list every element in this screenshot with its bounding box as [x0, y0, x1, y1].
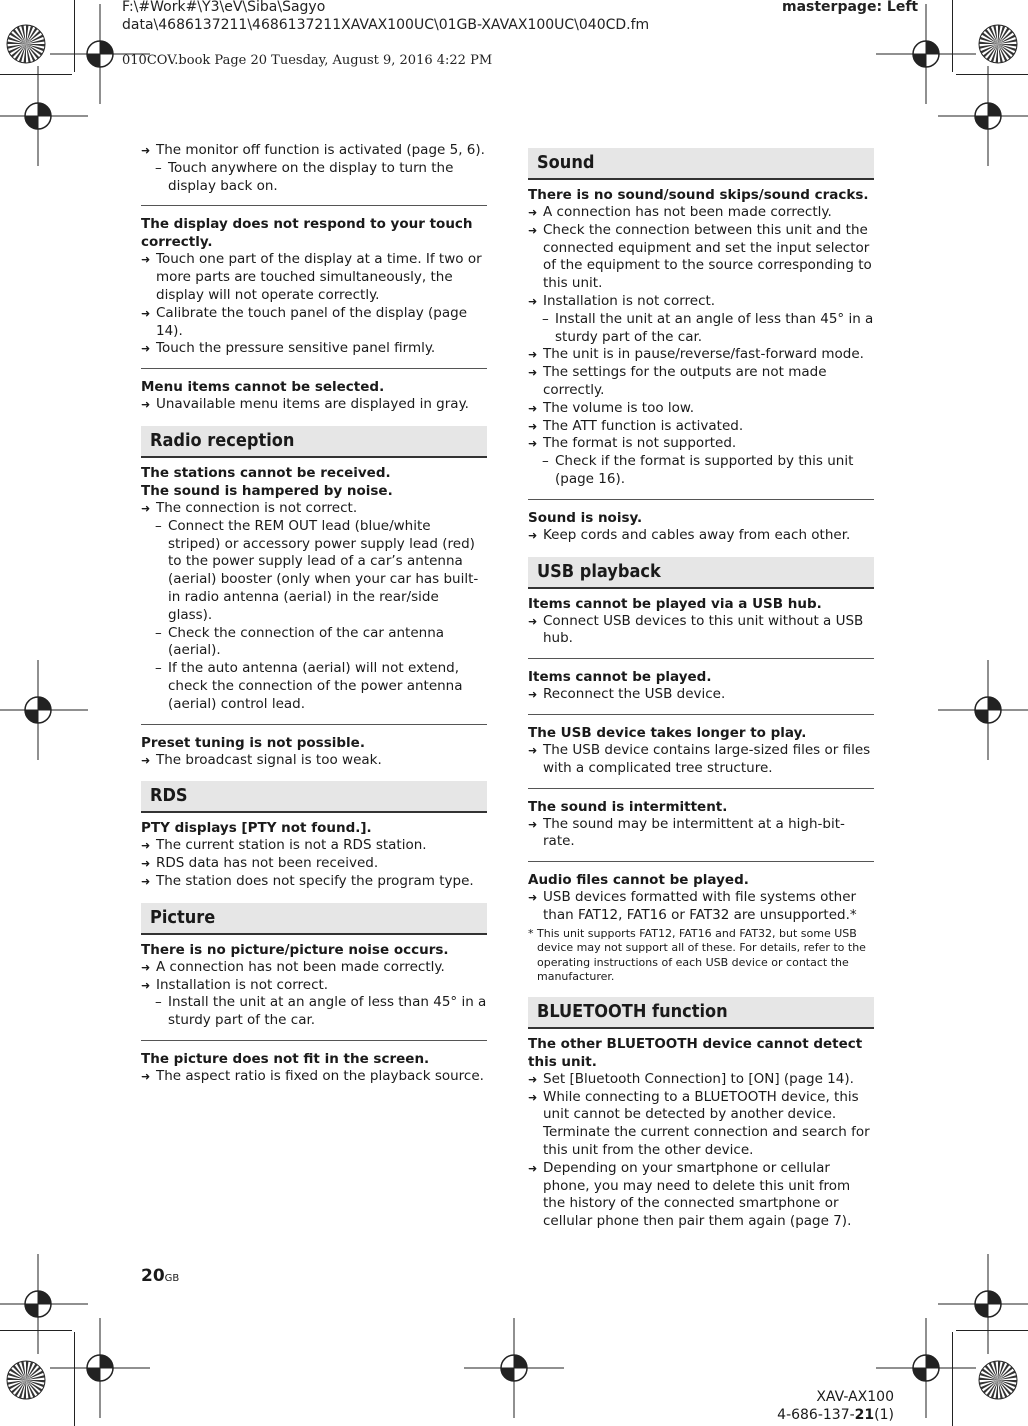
problem-heading: PTY displays [PTY not found.]. [141, 820, 372, 837]
arrow-icon: ➜ [528, 401, 538, 415]
section-title-usb-playback: USB playback [528, 557, 874, 589]
monitor-off-block [141, 142, 487, 195]
solution-text: The format is not supported. [543, 435, 737, 452]
problem-block [528, 714, 874, 778]
solution-text: The volume is too low. [543, 399, 694, 416]
solution-text: Unavailable menu items are displayed in gray. [156, 396, 469, 413]
color-bar-target-icon [6, 24, 46, 64]
solution-item [528, 400, 874, 418]
solution-text: Installation is not correct. [156, 976, 329, 993]
dash-marker: – [542, 310, 549, 327]
trim-line [956, 1330, 1028, 1331]
solution-item [528, 364, 874, 400]
trim-line [0, 1330, 72, 1331]
solution-text: The current station is not a RDS station. [156, 837, 427, 854]
arrow-icon: ➜ [141, 501, 151, 515]
solution-item [141, 855, 487, 873]
part-number [777, 1406, 894, 1424]
solution-item [141, 396, 487, 414]
sound-section [528, 186, 874, 545]
problem-block [141, 819, 487, 890]
solution-item [528, 1160, 874, 1231]
problem-heading: Sound is noisy. [528, 509, 643, 526]
solution-text: The monitor off function is activated (page 5, 6). [156, 142, 485, 158]
part-bold: 21 [854, 1407, 875, 1423]
solution-text: Reconnect the USB device. [543, 686, 726, 703]
problem-block [528, 595, 874, 649]
arrow-icon: ➜ [528, 614, 538, 628]
solution-item [141, 251, 487, 304]
solution-text: Connect USB devices to this unit without a USB hub. [543, 612, 864, 647]
display-section [141, 205, 487, 414]
registration-mark-icon [464, 1318, 564, 1418]
problem-block [528, 1035, 874, 1231]
arrow-icon: ➜ [528, 1072, 538, 1086]
dash-marker: – [155, 624, 162, 641]
color-bar-target-icon [6, 1360, 46, 1400]
section-title-sound: Sound [528, 148, 874, 180]
trim-line [956, 74, 1028, 75]
radio-reception-section [141, 464, 487, 769]
arrow-icon: ➜ [528, 294, 538, 308]
registration-mark-icon [0, 660, 88, 760]
dash-marker: – [155, 159, 162, 176]
problem-heading: The USB device takes longer to play. [528, 724, 807, 741]
sub-step [141, 160, 487, 196]
solution-text: Touch one part of the display at a time. If two or more parts are touched simultaneously, the display will not operate correctly. [156, 251, 482, 303]
section-title-radio-reception: Radio reception [141, 426, 487, 458]
sub-step-text: Install the unit at an angle of less than 45° in a sturdy part of the car. [168, 994, 487, 1029]
solution-item [141, 340, 487, 358]
problem-heading: Preset tuning is not possible. [141, 734, 365, 751]
solution-item [528, 816, 874, 852]
registration-mark-icon [0, 66, 88, 166]
arrow-icon: ➜ [528, 366, 538, 380]
part-suffix: (1) [874, 1407, 894, 1423]
model-name: XAV-AX100 [816, 1389, 894, 1405]
arrow-icon: ➜ [141, 753, 151, 767]
solution-item [141, 752, 487, 770]
sub-step [141, 660, 487, 713]
problem-heading: Menu items cannot be selected. [141, 379, 385, 396]
registration-mark-icon [938, 660, 1028, 760]
solution-text: While connecting to a BLUETOOTH device, this unit cannot be detected by another device. Terminate the current connection and search for this unit from the other device. [543, 1088, 870, 1158]
problem-heading: Items cannot be played via a USB hub. [528, 595, 822, 612]
solution-item [528, 222, 874, 293]
registration-mark-icon [50, 1318, 150, 1418]
sub-step [528, 311, 874, 347]
sub-step [141, 625, 487, 661]
sub-step-text: Connect the REM OUT lead (blue/white striped) or accessory power supply lead (red) to the power supply lead of a car’s antenna (aerial) booster (only when your car has built-in radio antenna (aerial) in the rear/side glass). [168, 517, 479, 623]
sub-step-text: Check if the format is supported by this unit (page 16). [555, 453, 854, 487]
arrow-icon: ➜ [528, 206, 538, 219]
problem-heading: Items cannot be played. [528, 669, 712, 686]
trim-line [74, 0, 75, 72]
solution-text: Set [Bluetooth Connection] to [ON] (page 14). [543, 1070, 854, 1087]
part-prefix: 4-686-137- [777, 1407, 855, 1423]
left-column [141, 142, 487, 1096]
solution-item [141, 500, 487, 518]
section-title-picture: Picture [141, 903, 487, 935]
solution-item [141, 1068, 487, 1086]
problem-block [141, 941, 487, 1030]
solution-text: Check the connection between this unit and the connected equipment and set the input selector of the equipment to the source corresponding to this unit. [543, 221, 872, 292]
solution-text: Depending on your smartphone or cellular phone, you may need to delete this unit from the history of the connected smartphone or cellular phone then pair them again (page 7). [543, 1159, 852, 1230]
arrow-icon: ➜ [141, 398, 151, 412]
problem-block [528, 499, 874, 545]
arrow-icon: ➜ [528, 817, 538, 831]
arrow-icon: ➜ [141, 306, 151, 320]
arrow-icon: ➜ [141, 960, 151, 974]
solution-item [528, 293, 874, 311]
problem-block [528, 658, 874, 704]
section-title-bluetooth: BLUETOOTH function [528, 997, 874, 1029]
footnote-marker: * [528, 926, 534, 940]
sub-step-text: Install the unit at an angle of less than 45° in a sturdy part of the car. [555, 310, 874, 345]
solution-item [141, 959, 487, 977]
solution-text: The settings for the outputs are not made correctly. [543, 364, 827, 398]
solution-text: The connection is not correct. [156, 499, 358, 516]
book-info-line: 010COV.book Page 20 Tuesday, August 9, 2016 4:22 PM [122, 53, 493, 68]
trim-line [74, 1332, 75, 1426]
solution-text: Keep cords and cables away from each other. [543, 526, 851, 543]
solution-text: The station does not specify the program type. [156, 872, 474, 889]
problem-block [141, 724, 487, 770]
solution-item [528, 418, 874, 436]
dash-marker: – [155, 660, 162, 677]
solution-text: USB devices formatted with file systems other than FAT12, FAT16 or FAT32 are unsupported.* [543, 889, 857, 923]
dash-marker: – [542, 453, 549, 470]
solution-item [141, 837, 487, 855]
page-suffix: GB [164, 1273, 180, 1284]
arrow-icon: ➜ [141, 874, 151, 888]
solution-text: Calibrate the touch panel of the display (page 14). [156, 304, 468, 339]
solution-item [141, 142, 487, 160]
rds-section [141, 819, 487, 890]
color-bar-target-icon [978, 1360, 1018, 1400]
intro-section [141, 142, 487, 195]
solution-text: The unit is in pause/reverse/fast-forward mode. [543, 346, 864, 363]
usb-playback-section [528, 595, 874, 985]
bluetooth-section [528, 1035, 874, 1231]
solution-text: The sound may be intermittent at a high-bit-rate. [543, 815, 845, 850]
solution-text: The broadcast signal is too weak. [156, 751, 382, 768]
solution-item [528, 742, 874, 778]
picture-section [141, 941, 487, 1086]
arrow-icon: ➜ [141, 1069, 151, 1083]
footnote-text: This unit supports FAT12, FAT16 and FAT32, but some USB device may not support all of these. For details, refer to the operating instructions of each USB device or contact the manufacturer. [537, 926, 866, 984]
arrow-icon: ➜ [528, 223, 538, 237]
sub-step [528, 453, 874, 489]
sub-step [141, 518, 487, 625]
solution-text: The ATT function is activated. [543, 417, 744, 434]
sub-step [141, 994, 487, 1030]
solution-text: A connection has not been made correctly. [543, 204, 832, 220]
arrow-icon: ➜ [528, 437, 538, 451]
registration-mark-icon [938, 66, 1028, 166]
dash-marker: – [155, 517, 162, 534]
solution-item [528, 435, 874, 453]
solution-item [528, 889, 874, 925]
problem-heading: There is no sound/sound skips/sound cracks. [528, 187, 869, 203]
arrow-icon: ➜ [528, 348, 538, 362]
page-number [141, 1266, 179, 1286]
solution-text: RDS data has not been received. [156, 855, 379, 872]
problem-block [141, 464, 487, 714]
solution-item [528, 1089, 874, 1160]
arrow-icon: ➜ [141, 839, 151, 853]
problem-heading: Audio files cannot be played. [528, 872, 749, 889]
arrow-icon: ➜ [141, 144, 151, 157]
footnote [528, 927, 874, 985]
arrow-icon: ➜ [528, 891, 538, 905]
section-title-rds: RDS [141, 781, 487, 813]
arrow-icon: ➜ [141, 253, 151, 267]
solution-item [528, 346, 874, 364]
solution-text: The aspect ratio is fixed on the playback source. [156, 1067, 484, 1084]
arrow-icon: ➜ [528, 528, 538, 542]
problem-heading: The picture does not fit in the screen. [141, 1050, 430, 1067]
trim-line [0, 74, 72, 75]
arrow-icon: ➜ [528, 1090, 538, 1104]
solution-item [528, 1071, 874, 1089]
problem-block [141, 205, 487, 358]
sub-step-text: Check the connection of the car antenna (aerial). [168, 624, 445, 659]
sub-step-text: If the auto antenna (aerial) will not extend, check the connection of the power antenna (aerial) control lead. [168, 660, 463, 712]
problem-heading: The sound is intermittent. [528, 798, 728, 815]
arrow-icon: ➜ [528, 688, 538, 702]
color-bar-target-icon [978, 24, 1018, 64]
problem-heading: The display does not respond to your touch correctly. [141, 216, 473, 251]
arrow-icon: ➜ [528, 1161, 538, 1175]
solution-text: Installation is not correct. [543, 292, 716, 309]
model-info [777, 1388, 894, 1424]
problem-heading: The sound is hampered by noise. [141, 482, 393, 499]
problem-block [141, 1040, 487, 1086]
trim-line [952, 1332, 953, 1426]
solution-item [528, 686, 874, 704]
solution-text: The USB device contains large-sized files or files with a complicated tree structure. [543, 741, 871, 776]
arrow-icon: ➜ [528, 743, 538, 757]
file-path-header: F:\#Work#\Y3\eV\Siba\Sagyo data\4686137211\4686137211XAVAX100UC\01GB-XAVAX100UC\040CD.fm [122, 0, 650, 33]
solution-item [141, 873, 487, 891]
solution-text: A connection has not been made correctly. [156, 958, 445, 975]
arrow-icon: ➜ [141, 978, 151, 992]
trim-line [952, 0, 953, 72]
arrow-icon: ➜ [141, 857, 151, 871]
sub-step-text: Touch anywhere on the display to turn the display back on. [168, 159, 454, 194]
problem-heading: The other BLUETOOTH device cannot detect this unit. [528, 1035, 863, 1070]
problem-block [528, 186, 874, 489]
arrow-icon: ➜ [141, 342, 151, 356]
solution-item [528, 204, 874, 222]
problem-heading: The stations cannot be received. [141, 464, 391, 481]
arrow-icon: ➜ [528, 419, 538, 433]
solution-text: Touch the pressure sensitive panel firmly. [156, 340, 436, 357]
solution-item [528, 527, 874, 545]
problem-block [141, 368, 487, 414]
solution-item [141, 305, 487, 341]
problem-heading: There is no picture/picture noise occurs. [141, 941, 449, 958]
solution-item [528, 613, 874, 649]
problem-block [528, 788, 874, 852]
masterpage-label: masterpage: Left [782, 0, 919, 15]
problem-block [528, 861, 874, 985]
page-number-value: 20 [141, 1266, 165, 1286]
dash-marker: – [155, 994, 162, 1011]
solution-item [141, 977, 487, 995]
right-column [528, 142, 874, 1241]
